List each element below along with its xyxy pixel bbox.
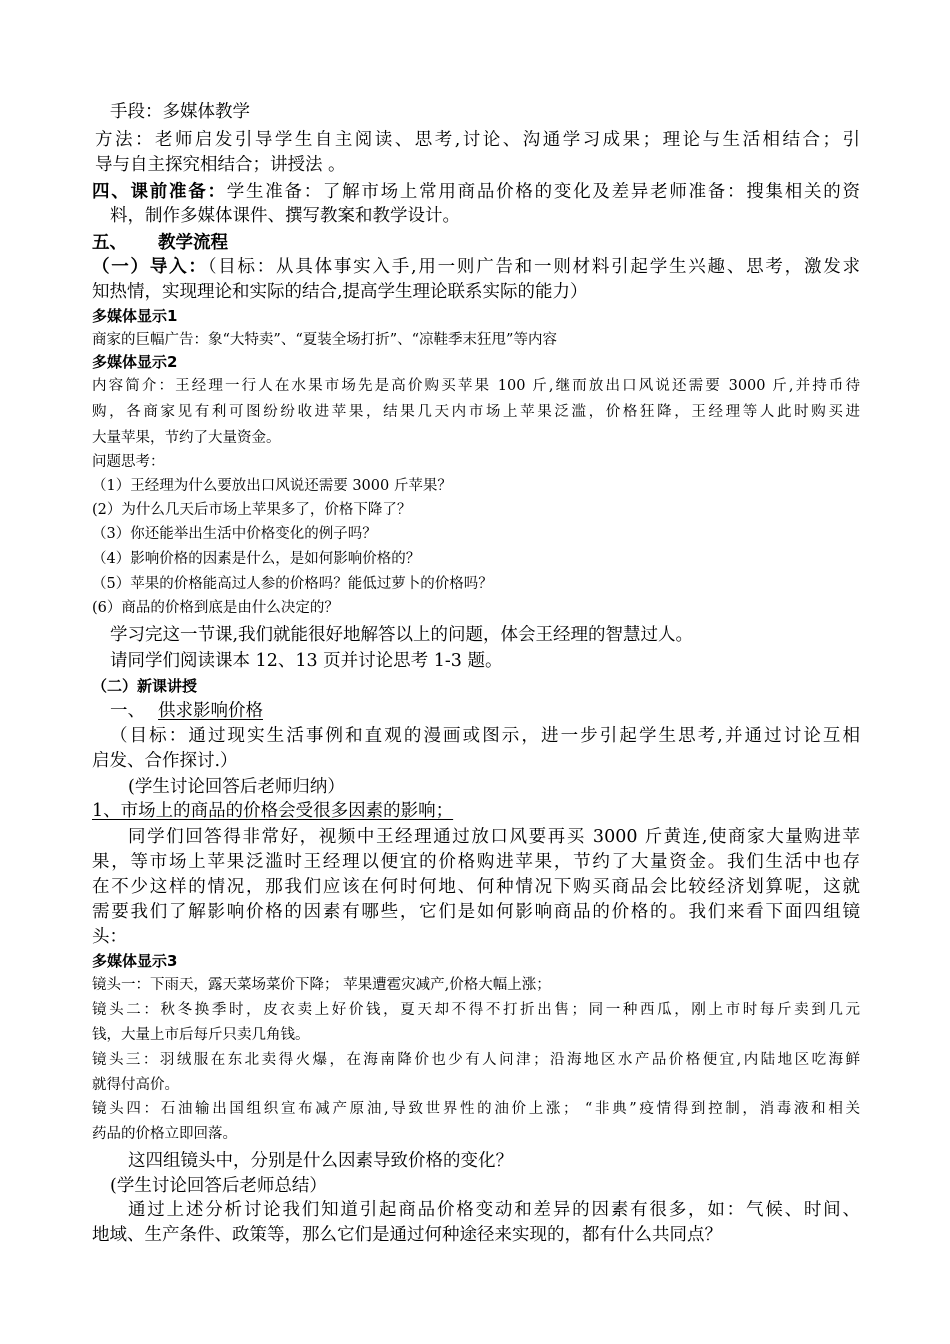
closing-line-1: 通过上述分析讨论我们知道引起商品价格变动和差异的因素有很多，如：气候、时间、: [128, 1200, 860, 1220]
paragraph-line-5: 头：: [92, 927, 127, 947]
intro-goal: （目标：从具体事实入手,用一则广告和一则材料引起学生兴趣、思考，激发求: [207, 257, 861, 277]
prep-line-1: [92, 180, 860, 204]
scene-1: 镜头一：下雨天，露天菜场菜价下降； 苹果遭雹灾减产,价格大幅上涨；: [92, 977, 551, 993]
question-item: （5）苹果的价格能高过人参的价格吗？能低过萝卜的价格吗？: [92, 576, 493, 592]
scene-4-line-1: 镜头四：石油输出国组织宣布减产原油,导致世界性的油价上涨； “非典”疫情得到控制，消毒液和相关: [92, 1101, 860, 1117]
goal-line-2: 启发、合作探讨.）: [92, 751, 238, 771]
closing-line-2: 地域、生产条件、政策等，那么它们是通过何种途径来实现的，都有什么共同点？: [92, 1225, 722, 1245]
new-lesson-heading: （二）新课讲授: [92, 677, 198, 695]
paragraph-line-4: 需要我们了解影响价格的因素有哪些，它们是如何影响商品的价格的。我们来看下面四组镜: [92, 902, 860, 922]
after-questions-line-2: 请同学们阅读课本 12、13 页并讨论思考 1-3 题。: [110, 651, 503, 671]
goal-line-1: （目标：通过现实生活事例和直观的漫画或图示，进一步引起学生思考,并通过讨论互相: [110, 726, 860, 746]
questions-title: 问题思考：: [92, 454, 165, 470]
method-line-2: 导与自主探究相结合；讲授法 。: [95, 155, 346, 175]
question-item: （3）你还能举出生活中价格变化的例子吗？: [92, 526, 377, 542]
question-item: （4）影响价格的因素是什么，是如何影响价格的？: [92, 551, 421, 567]
subsection-title: 供求影响价格: [158, 701, 263, 721]
after-questions-line-1: 学习完这一节课,我们就能很好地解答以上的问题，体会王经理的智慧过人。: [110, 625, 694, 645]
scene-2-line-2: 钱，大量上市后每斤只卖几角钱。: [92, 1027, 310, 1043]
means-line: 手段：多媒体教学: [110, 102, 250, 122]
paragraph-line-3: 在不少这样的情况，那我们应该在何时何地、何种情况下购买商品会比较经济划算呢，这就: [92, 877, 860, 897]
discussion-note: (学生讨论回答后老师归纳）: [128, 777, 345, 797]
scene-3-line-1: 镜头三：羽绒服在东北卖得火爆，在海南降价也少有人问津；沿海地区水产品价格便宜,内陆地区吃海鲜: [92, 1052, 860, 1068]
question-item: (6）商品的价格到底是由什么决定的？: [92, 600, 339, 616]
prep-line-2: 料，制作多媒体课件、撰写教案和教学设计。: [110, 206, 460, 226]
paragraph-line-1: 同学们回答得非常好，视频中王经理通过放口风要再买 3000 斤黄连,使商家大量购进苹: [128, 827, 860, 847]
question-item: (2）为什么几天后市场上苹果多了，价格下降了？: [92, 502, 412, 518]
section-five-num: 五、: [92, 233, 127, 253]
question-item: （1）王经理为什么要放出口风说还需要 3000 斤苹果？: [92, 478, 452, 494]
media-3-heading: 多媒体显示3: [92, 952, 178, 970]
scene-3-line-2: 就得付高价。: [92, 1077, 179, 1093]
prep-text: 学生准备：了解市场上常用商品价格的变化及差异老师准备：搜集相关的资: [226, 182, 861, 202]
paragraph-line-2: 果，等市场上苹果泛滥时王经理以便宜的价格购进苹果，节约了大量资金。我们生活中也存: [92, 852, 860, 872]
media-2-line-2: 购，各商家见有利可图纷纷收进苹果，结果几天内市场上苹果泛滥，价格狂降，王经理等人此时购买进: [92, 404, 860, 420]
intro-line-2: 知热情，实现理论和实际的结合,提高学生理论联系实际的能力）: [92, 282, 588, 302]
closing-question: 这四组镜头中，分别是什么因素导致价格的变化？: [128, 1151, 513, 1171]
discussion-summary-note: (学生讨论回答后老师总结）: [110, 1176, 327, 1196]
intro-heading: （一）导入：: [92, 257, 208, 277]
point-1: 1、市场上的商品的价格会受很多因素的影响；: [92, 801, 454, 821]
scene-4-line-2: 药品的价格立即回落。: [92, 1126, 237, 1142]
section-five-title: 教学流程: [158, 233, 228, 253]
media-1-text: 商家的巨幅广告：象“大特卖”、“夏装全场打折”、“凉鞋季末狂甩”等内容: [92, 332, 557, 348]
method-line-1: 方法：老师启发引导学生自主阅读、思考,讨论、沟通学习成果；理论与生活相结合；引: [95, 130, 860, 150]
media-1-heading: 多媒体显示1: [92, 307, 178, 325]
scene-2-line-1: 镜头二：秋冬换季时，皮衣卖上好价钱，夏天却不得不打折出售；同一种西瓜，刚上市时每斤卖到几元: [92, 1002, 860, 1018]
intro-line-1: [92, 255, 860, 279]
media-2-heading: 多媒体显示2: [92, 353, 178, 371]
media-2-line-1: 内容简介：王经理一行人在水果市场先是高价购买苹果 100 斤,继而放出口风说还需要 3000 斤,并持币待: [92, 378, 860, 394]
prep-heading: 四、课前准备：: [92, 182, 227, 202]
subsection-num: 一、: [110, 701, 145, 721]
media-2-line-3: 大量苹果，节约了大量资金。: [92, 430, 281, 446]
